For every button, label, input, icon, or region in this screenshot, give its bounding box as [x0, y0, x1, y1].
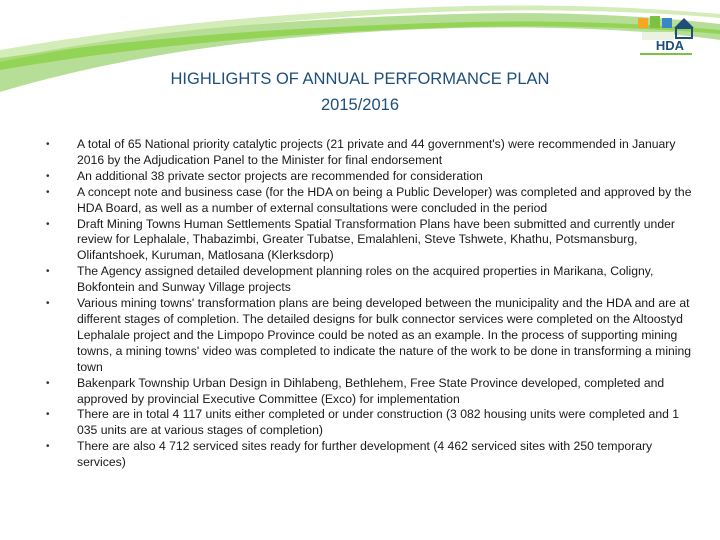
- bullet-dot: •: [46, 441, 50, 453]
- bullet-dot: •: [46, 139, 50, 150]
- bullet-item: [46, 169, 696, 185]
- bullet-list: [46, 137, 696, 471]
- bullet-text: An additional 38 private sector projects are recommended for consideration: [77, 168, 483, 183]
- bullet-dot: •: [46, 298, 50, 310]
- hda-logo: [630, 14, 700, 58]
- bullet-text: Draft Mining Towns Human Settlements Spatial Transformation Plans have been submitted and currently under review for Lephalale, Thabazimbi, Greater Tubatse, Emalahleni, Steve Tshwete, Khathu, Potsmansburg, Olifantshoek, Kuruman, Matlosana (Klerksdorp): [77, 216, 675, 263]
- slide-title: [100, 66, 620, 118]
- bullet-text: There are also 4 712 serviced sites ready for further development (4 462 serviced sites with 250 temporary services): [77, 439, 653, 470]
- bullet-text: Various mining towns' transformation plans are being developed between the municipality and the HDA and are at different stages of completion. The detailed designs for bulk connector services were completed on the Altoostyd Lephalale project and the Limpopo Province could be noted as an example. In the process of supporting mining towns, a mining towns' video was completed to indicate the nature of the work to be done in transforming a mining town: [77, 296, 692, 374]
- bullet-item: [46, 217, 696, 265]
- bullet-item: [46, 185, 696, 217]
- bullet-dot: •: [46, 170, 50, 182]
- bullet-dot: •: [46, 409, 50, 421]
- title-line-1: HIGHLIGHTS OF ANNUAL PERFORMANCE PLAN: [170, 70, 550, 88]
- bullet-dot: •: [46, 186, 50, 198]
- bullet-item: [46, 376, 696, 408]
- logo-text: HDA: [655, 38, 685, 53]
- bullet-text: The Agency assigned detailed development planning roles on the acquired properties in Marikana, Coligny, Bokfontein and Sunway Village projects: [77, 264, 654, 295]
- bullet-item: [46, 439, 696, 471]
- bullet-text: A concept note and business case (for the HDA on being a Public Developer) was completed and approved by the HDA Board, as well as a number of external consultations were concluded in the period: [77, 184, 692, 215]
- bullet-text: A total of 65 National priority catalytic projects (21 private and 44 government's) were recommended in January 2016 by the Adjudication Panel to the Minister for final endorsement: [77, 137, 676, 167]
- bullet-item: [46, 264, 696, 296]
- bullet-dot: •: [46, 377, 50, 389]
- title-line-2: 2015/2016: [321, 96, 399, 114]
- bullet-text: There are in total 4 117 units either completed or under construction (3 082 housing units were completed and 1 035 units are at various stages of completion): [77, 407, 680, 438]
- bullet-dot: •: [46, 218, 50, 230]
- bullet-item: [46, 407, 696, 439]
- bullet-text: Bakenpark Township Urban Design in Dihlabeng, Bethlehem, Free State Province developed, completed and approved by provincial Executive Committee (Exco) for implementation: [77, 375, 665, 406]
- bullet-item: [46, 296, 696, 376]
- bullet-dot: •: [46, 266, 50, 278]
- bullet-item: [46, 137, 696, 169]
